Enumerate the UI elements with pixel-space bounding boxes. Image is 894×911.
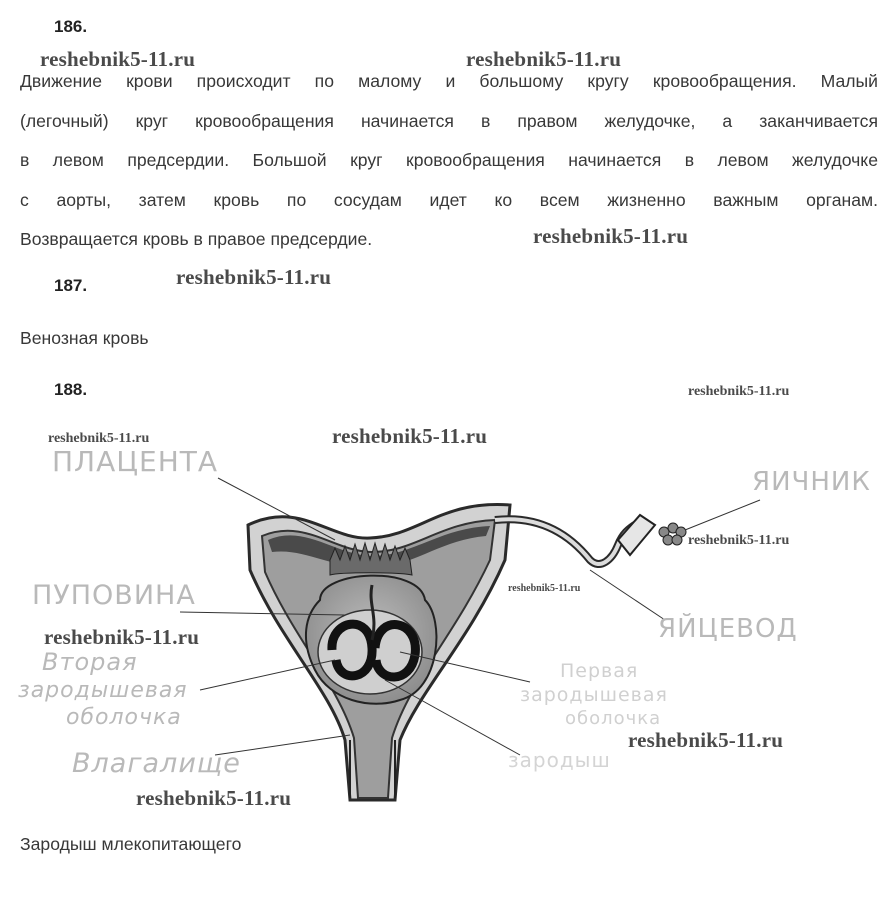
answer-186-line: Возвращается кровь в правое предсердие. <box>20 229 373 249</box>
label-second-membrane-1: Вторая <box>42 648 138 676</box>
watermark-logo: reshebnik5-11.ru <box>688 384 790 399</box>
watermark-logo: reshebnik5-11.ru <box>176 265 332 289</box>
label-first-membrane-3: оболочка <box>565 708 662 729</box>
watermark-logo: reshebnik5-11.ru <box>48 431 150 446</box>
label-first-membrane-1: Первая <box>560 660 639 682</box>
task-number-187: 187. <box>54 276 88 295</box>
answer-186-line: в левом предсердии. Большой круг кровообращения начинается в левом желудочке <box>20 150 878 170</box>
label-umbilical-cord: ПУПОВИНА <box>32 580 196 611</box>
answer-187-text: Венозная кровь <box>20 328 149 348</box>
watermark-logo: reshebnik5-11.ru <box>44 625 200 649</box>
task-number-186: 186. <box>54 17 88 36</box>
label-oviduct: ЯЙЦЕВОД <box>658 614 798 644</box>
watermark-logo: reshebnik5-11.ru <box>466 47 622 71</box>
label-vagina: Влагалище <box>72 748 241 779</box>
oviduct-funnel <box>618 515 655 555</box>
watermark-logo: reshebnik5-11.ru <box>628 728 784 752</box>
watermark-logo: reshebnik5-11.ru <box>533 224 689 248</box>
watermark-logo: reshebnik5-11.ru <box>40 47 196 71</box>
label-embryo: зародыш <box>508 748 611 772</box>
watermark-logo: reshebnik5-11.ru <box>508 583 581 594</box>
label-second-membrane-2: зародышевая <box>18 678 188 703</box>
label-first-membrane-2: зародышевая <box>520 684 668 706</box>
label-second-membrane-3: оболочка <box>66 705 182 730</box>
answer-188-caption: Зародыш млекопитающего <box>20 834 242 854</box>
watermark-logo: reshebnik5-11.ru <box>136 786 292 810</box>
watermark-logo: reshebnik5-11.ru <box>688 533 790 548</box>
watermark-logo: reshebnik5-11.ru <box>332 424 488 448</box>
ovary-shape <box>659 523 686 545</box>
answer-186-line: Движение крови происходит по малому и большому кругу кровообращения. Малый <box>20 71 878 91</box>
answer-186-text <box>20 62 878 260</box>
answer-186-line: (легочный) круг кровообращения начинается в правом желудочке, а заканчивается <box>20 110 878 131</box>
task-number-188: 188. <box>54 380 88 399</box>
label-ovary: ЯИЧНИК <box>752 467 871 497</box>
answer-186-line: с аорты, затем кровь по сосудам идет ко всем жизненно важным органам. <box>20 189 878 210</box>
label-placenta: ПЛАЦЕНТА <box>52 445 219 478</box>
